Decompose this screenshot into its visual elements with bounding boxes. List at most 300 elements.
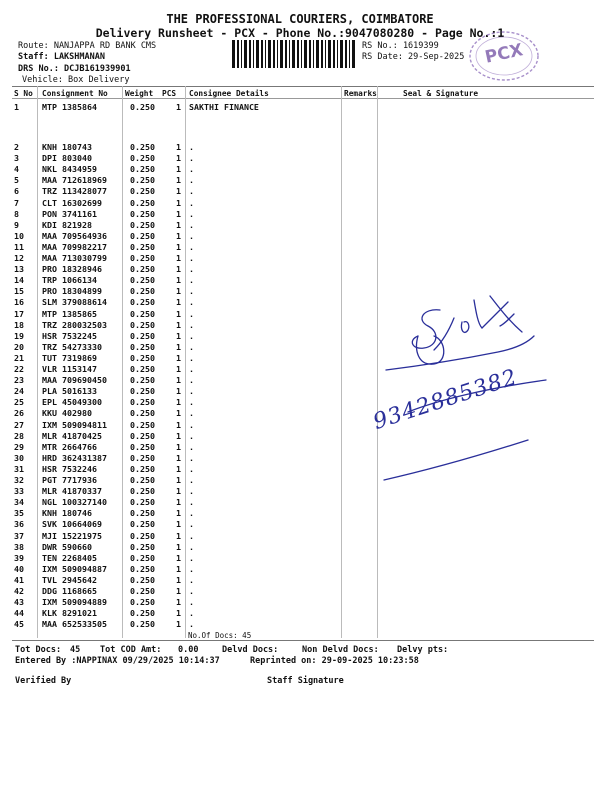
delvy-pts: Delvy pts:: [397, 645, 449, 655]
barcode-bar: [313, 40, 314, 68]
row-consignment-no: HSR 7532246: [42, 463, 97, 474]
table-row: [0, 519, 600, 530]
barcode-bar: [337, 40, 338, 68]
row-pcs: 1: [176, 563, 181, 574]
table-row: [0, 153, 600, 164]
row-consignee: .: [189, 153, 194, 164]
row-consignee: .: [189, 408, 194, 419]
row-pcs: 1: [176, 541, 181, 552]
row-consignee: .: [189, 230, 194, 241]
row-sno: 3: [14, 153, 19, 164]
row-consignee: .: [189, 419, 194, 430]
row-weight: 0.250: [130, 197, 155, 208]
row-weight: 0.250: [130, 319, 155, 330]
barcode-bar: [321, 40, 323, 68]
row-pcs: 1: [176, 386, 181, 397]
barcode-bar: [232, 40, 235, 68]
row-weight: 0.250: [130, 341, 155, 352]
row-pcs: 1: [176, 508, 181, 519]
row-consignee: .: [189, 197, 194, 208]
pcx-stamp: [466, 28, 542, 84]
row-pcs: 1: [176, 286, 181, 297]
row-consignment-no: PRO 18328946: [42, 264, 102, 275]
row-weight: 0.250: [130, 430, 155, 441]
rs-date-text: RS Date: 29-Sep-2025: [362, 52, 465, 62]
tot-docs-label: Tot Docs:: [15, 645, 62, 655]
row-sno: 44: [14, 608, 24, 619]
row-weight: 0.250: [130, 397, 155, 408]
row-consignment-no: CLT 16302699: [42, 197, 102, 208]
row-pcs: 1: [176, 552, 181, 563]
row-weight: 0.250: [130, 519, 155, 530]
row-sno: 38: [14, 541, 24, 552]
col-consignment: Consignment No: [42, 89, 108, 98]
row-pcs: 1: [176, 375, 181, 386]
barcode-bar: [292, 40, 295, 68]
row-consignment-no: KNH 180746: [42, 508, 92, 519]
rs-no-text: RS No.: 1619399: [362, 41, 439, 51]
row-pcs: 1: [176, 530, 181, 541]
row-consignment-no: TRZ 113428077: [42, 186, 107, 197]
row-sno: 29: [14, 441, 24, 452]
barcode-bar: [297, 40, 299, 68]
row-pcs: 1: [176, 430, 181, 441]
row-pcs: 1: [176, 319, 181, 330]
row-sno: 39: [14, 552, 24, 563]
verified-by: Verified By: [15, 676, 72, 686]
barcode-bar: [277, 40, 278, 68]
row-pcs: 1: [176, 186, 181, 197]
row-consignment-no: MAA 713030799: [42, 253, 107, 263]
table-row: [0, 102, 600, 113]
row-consignee: .: [189, 364, 194, 374]
row-weight: 0.250: [130, 463, 155, 474]
row-sno: 43: [14, 597, 24, 608]
row-weight: 0.250: [130, 142, 155, 152]
table-row: [0, 564, 600, 575]
row-pcs: 1: [176, 175, 181, 186]
row-sno: 41: [14, 574, 24, 585]
row-sno: 40: [14, 563, 24, 574]
row-consignment-no: VLR 1153147: [42, 364, 97, 374]
no-of-docs: No.Of Docs: 45: [188, 631, 252, 640]
row-consignee: .: [189, 508, 194, 519]
row-pcs: 1: [176, 497, 181, 508]
row-consignment-no: MAA 709982217: [42, 241, 107, 252]
row-consignee: .: [189, 286, 194, 297]
row-consignee: .: [189, 297, 194, 308]
staff-text: Staff: LAKSHMANAN: [18, 52, 105, 62]
row-sno: 34: [14, 497, 24, 508]
row-weight: 0.250: [130, 419, 155, 430]
row-sno: 10: [14, 230, 24, 241]
table-row: [0, 508, 600, 519]
row-sno: 1: [14, 102, 19, 112]
table-row: [0, 586, 600, 597]
row-sno: 15: [14, 286, 24, 297]
row-pcs: 1: [176, 297, 181, 308]
row-weight: 0.250: [130, 253, 155, 263]
row-consignment-no: IXM 509094889: [42, 597, 107, 608]
row-consignment-no: MLR 41870337: [42, 486, 102, 497]
row-pcs: 1: [176, 230, 181, 241]
row-consignee: .: [189, 530, 194, 541]
row-weight: 0.250: [130, 175, 155, 186]
row-pcs: 1: [176, 208, 181, 219]
row-consignment-no: MAA 709564936: [42, 230, 107, 241]
row-consignee: .: [189, 463, 194, 474]
row-pcs: 1: [176, 364, 181, 374]
row-weight: 0.250: [130, 441, 155, 452]
row-pcs: 1: [176, 308, 181, 319]
row-consignment-no: KLK 8291021: [42, 608, 97, 619]
table-row: [0, 553, 600, 564]
row-sno: 27: [14, 419, 24, 430]
row-sno: 2: [14, 142, 19, 152]
col-remarks: Remarks: [344, 89, 377, 98]
row-pcs: 1: [176, 197, 181, 208]
row-sno: 8: [14, 208, 19, 219]
row-weight: 0.250: [130, 563, 155, 574]
barcode-bar: [316, 40, 319, 68]
row-consignment-no: IXM 509094811: [42, 419, 107, 430]
table-header-rule: [12, 98, 594, 99]
row-sno: 5: [14, 175, 19, 186]
row-weight: 0.250: [130, 164, 155, 175]
row-sno: 18: [14, 319, 24, 330]
row-weight: 0.250: [130, 408, 155, 419]
row-weight: 0.250: [130, 386, 155, 397]
row-consignment-no: MLR 41870425: [42, 430, 102, 441]
tot-cod-value: 0.00: [178, 645, 199, 655]
row-consignee: .: [189, 486, 194, 497]
row-consignee: .: [189, 541, 194, 552]
row-pcs: 1: [176, 253, 181, 263]
row-pcs: 1: [176, 441, 181, 452]
row-pcs: 1: [176, 586, 181, 596]
barcode-bar: [280, 40, 283, 68]
row-sno: 45: [14, 619, 24, 630]
row-consignee: .: [189, 341, 194, 352]
row-weight: 0.250: [130, 574, 155, 585]
row-consignment-no: MAA 652533505: [42, 619, 107, 630]
row-consignee: .: [189, 264, 194, 275]
row-pcs: 1: [176, 102, 181, 112]
row-weight: 0.250: [130, 552, 155, 563]
row-sno: 9: [14, 219, 19, 230]
row-consignment-no: NKL 8434959: [42, 164, 97, 175]
row-consignment-no: TRP 1066134: [42, 275, 97, 286]
delvd-docs: Delvd Docs:: [222, 645, 279, 655]
row-consignment-no: PLA 5016133: [42, 386, 97, 397]
row-weight: 0.250: [130, 597, 155, 608]
row-weight: 0.250: [130, 230, 155, 241]
row-consignee: .: [189, 519, 194, 530]
row-pcs: 1: [176, 153, 181, 164]
table-row: [0, 220, 600, 231]
row-consignee: .: [189, 430, 194, 441]
table-row: [0, 264, 600, 275]
col-consignee: Consignee Details: [189, 89, 269, 98]
row-pcs: 1: [176, 164, 181, 175]
row-consignee: .: [189, 275, 194, 286]
table-row: [0, 231, 600, 242]
row-sno: 26: [14, 408, 24, 419]
row-consignment-no: SLM 379088614: [42, 297, 107, 308]
row-pcs: 1: [176, 619, 181, 630]
row-consignment-no: TEN 2268405: [42, 552, 97, 563]
barcode-bar: [244, 40, 247, 68]
row-weight: 0.250: [130, 364, 155, 374]
row-weight: 0.250: [130, 486, 155, 497]
row-consignment-no: PON 3741161: [42, 208, 97, 219]
table-row: [0, 531, 600, 542]
barcode-bar: [301, 40, 302, 68]
barcode-bar: [253, 40, 254, 68]
barcode-bar: [349, 40, 350, 68]
row-consignment-no: HRD 362431387: [42, 452, 107, 463]
barcode-bar: [328, 40, 331, 68]
row-sno: 42: [14, 586, 24, 596]
row-consignment-no: KNH 180743: [42, 142, 92, 152]
barcode-bar: [268, 40, 271, 68]
row-consignment-no: TRZ 280032503: [42, 319, 107, 330]
row-sno: 7: [14, 197, 19, 208]
row-weight: 0.250: [130, 186, 155, 197]
row-sno: 24: [14, 386, 24, 397]
row-weight: 0.250: [130, 541, 155, 552]
row-sno: 11: [14, 241, 24, 252]
row-consignee: .: [189, 386, 194, 397]
row-consignee: .: [189, 241, 194, 252]
row-sno: 36: [14, 519, 24, 530]
row-pcs: 1: [176, 330, 181, 341]
row-consignment-no: EPL 45049300: [42, 397, 102, 408]
table-row: [0, 186, 600, 197]
row-consignment-no: MTP 1385864: [42, 102, 97, 112]
row-consignee: .: [189, 586, 194, 596]
table-row: [0, 608, 600, 619]
row-consignee: .: [189, 441, 194, 452]
table-row: [0, 253, 600, 264]
table-row: [0, 142, 600, 153]
route-text: Route: NANJAPPA RD BANK CMS: [18, 41, 157, 51]
table-row: [0, 175, 600, 186]
row-consignment-no: KKU 402980: [42, 408, 92, 419]
row-pcs: 1: [176, 275, 181, 286]
row-weight: 0.250: [130, 241, 155, 252]
row-pcs: 1: [176, 519, 181, 530]
runsheet-subtitle: Delivery Runsheet - PCX - Phone No.:9047080280 - Page No.:1: [95, 26, 505, 40]
reprinted-on: Reprinted on: 29-09-2025 10:23:58: [250, 656, 419, 666]
row-consignment-no: MTR 2664766: [42, 441, 97, 452]
row-sno: 31: [14, 463, 24, 474]
row-consignee: .: [189, 186, 194, 197]
tot-cod-label: Tot COD Amt:: [100, 645, 162, 655]
row-pcs: 1: [176, 463, 181, 474]
row-weight: 0.250: [130, 275, 155, 286]
tot-docs-value: 45: [70, 645, 81, 655]
barcode-bar: [325, 40, 326, 68]
row-pcs: 1: [176, 408, 181, 419]
non-delvd-docs: Non Delvd Docs:: [302, 645, 379, 655]
row-weight: 0.250: [130, 619, 155, 630]
table-row: [0, 619, 600, 630]
row-consignee: .: [189, 563, 194, 574]
row-consignee: .: [189, 319, 194, 330]
table-row: [0, 575, 600, 586]
barcode-bar: [249, 40, 251, 68]
table-bottom-rule: [12, 640, 594, 641]
row-weight: 0.250: [130, 497, 155, 508]
barcode-bar: [261, 40, 263, 68]
col-pcs: PCS: [162, 89, 177, 98]
barcode-bar: [304, 40, 307, 68]
row-pcs: 1: [176, 264, 181, 275]
barcode-bar: [237, 40, 239, 68]
row-consignment-no: SVK 10664069: [42, 519, 102, 530]
row-consignee: .: [189, 608, 194, 619]
row-pcs: 1: [176, 397, 181, 408]
barcode-bar: [340, 40, 343, 68]
row-weight: 0.250: [130, 286, 155, 297]
row-consignee: .: [189, 219, 194, 230]
barcode-bar: [345, 40, 347, 68]
row-pcs: 1: [176, 142, 181, 152]
table-row: [0, 209, 600, 220]
company-title: THE PROFESSIONAL COURIERS, COIMBATORE: [166, 12, 434, 26]
row-sno: 13: [14, 264, 24, 275]
row-pcs: 1: [176, 452, 181, 463]
row-sno: 30: [14, 452, 24, 463]
row-consignee: .: [189, 574, 194, 585]
row-consignee: .: [189, 475, 194, 485]
row-sno: 6: [14, 186, 19, 197]
row-consignee: SAKTHI FINANCE: [189, 102, 259, 112]
row-sno: 14: [14, 275, 24, 286]
stamp-label: PCX: [483, 40, 525, 68]
row-pcs: 1: [176, 574, 181, 585]
row-consignee: .: [189, 597, 194, 608]
row-consignment-no: PGT 7717936: [42, 475, 97, 485]
table-row: [0, 242, 600, 253]
row-weight: 0.250: [130, 352, 155, 363]
row-weight: 0.250: [130, 264, 155, 275]
row-sno: 21: [14, 352, 24, 363]
table-top-rule: [12, 86, 594, 87]
row-weight: 0.250: [130, 452, 155, 463]
row-consignment-no: PRO 18304899: [42, 286, 102, 297]
table-row: [0, 597, 600, 608]
row-pcs: 1: [176, 341, 181, 352]
row-consignment-no: IXM 509094887: [42, 563, 107, 574]
row-sno: 33: [14, 486, 24, 497]
row-pcs: 1: [176, 608, 181, 619]
barcode-image: [232, 40, 358, 70]
col-sno: S No: [14, 89, 33, 98]
barcode-bar: [289, 40, 290, 68]
handwritten-phone-number: 9342885382: [370, 364, 521, 435]
row-consignee: .: [189, 330, 194, 341]
row-consignment-no: MAA 709690450: [42, 375, 107, 386]
table-row: [0, 198, 600, 209]
row-consignment-no: MJI 15221975: [42, 530, 102, 541]
row-consignee: .: [189, 253, 194, 263]
barcode-bar: [265, 40, 266, 68]
row-consignee: .: [189, 375, 194, 386]
row-pcs: 1: [176, 486, 181, 497]
row-consignment-no: TRZ 54273330: [42, 341, 102, 352]
row-sno: 23: [14, 375, 24, 386]
row-sno: 25: [14, 397, 24, 408]
row-consignment-no: DPI 803040: [42, 153, 92, 164]
row-consignment-no: NGL 100327140: [42, 497, 107, 508]
row-weight: 0.250: [130, 330, 155, 341]
row-consignment-no: MAA 712618969: [42, 175, 107, 186]
row-weight: 0.250: [130, 297, 155, 308]
row-weight: 0.250: [130, 308, 155, 319]
row-sno: 12: [14, 253, 24, 263]
row-sno: 4: [14, 164, 19, 175]
col-weight: Weight: [125, 89, 154, 98]
row-sno: 37: [14, 530, 24, 541]
row-weight: 0.250: [130, 375, 155, 386]
row-consignee: .: [189, 208, 194, 219]
row-consignee: .: [189, 452, 194, 463]
row-sno: 19: [14, 330, 24, 341]
row-consignment-no: HSR 7532245: [42, 330, 97, 341]
row-consignment-no: DDG 1168665: [42, 586, 97, 596]
row-sno: 17: [14, 308, 24, 319]
vehicle-text: Vehicle: Box Delivery: [22, 75, 130, 85]
barcode-bar: [309, 40, 311, 68]
row-pcs: 1: [176, 352, 181, 363]
row-weight: 0.250: [130, 475, 155, 485]
barcode-bar: [333, 40, 335, 68]
row-weight: 0.250: [130, 530, 155, 541]
row-sno: 28: [14, 430, 24, 441]
row-consignment-no: TVL 2945642: [42, 574, 97, 585]
row-consignee: .: [189, 552, 194, 563]
row-weight: 0.250: [130, 508, 155, 519]
row-weight: 0.250: [130, 153, 155, 164]
row-pcs: 1: [176, 419, 181, 430]
barcode-bar: [273, 40, 275, 68]
row-weight: 0.250: [130, 586, 155, 596]
row-sno: 32: [14, 475, 24, 485]
row-weight: 0.250: [130, 102, 155, 112]
table-row: [0, 164, 600, 175]
staff-signature-label: Staff Signature: [267, 676, 344, 686]
table-row: [0, 542, 600, 553]
row-consignment-no: KDI 821928: [42, 219, 92, 230]
barcode-bar: [285, 40, 287, 68]
drs-no-text: DRS No.: DCJB161939901: [18, 64, 131, 74]
row-sno: 20: [14, 341, 24, 352]
row-consignee: .: [189, 619, 194, 630]
row-weight: 0.250: [130, 219, 155, 230]
row-pcs: 1: [176, 219, 181, 230]
row-consignment-no: MTP 1385865: [42, 308, 97, 319]
row-sno: 35: [14, 508, 24, 519]
row-consignee: .: [189, 397, 194, 408]
row-consignee: .: [189, 352, 194, 363]
row-weight: 0.250: [130, 208, 155, 219]
barcode-bar: [256, 40, 259, 68]
row-consignment-no: DWR 590660: [42, 541, 92, 552]
row-consignee: .: [189, 164, 194, 175]
row-consignee: .: [189, 497, 194, 508]
